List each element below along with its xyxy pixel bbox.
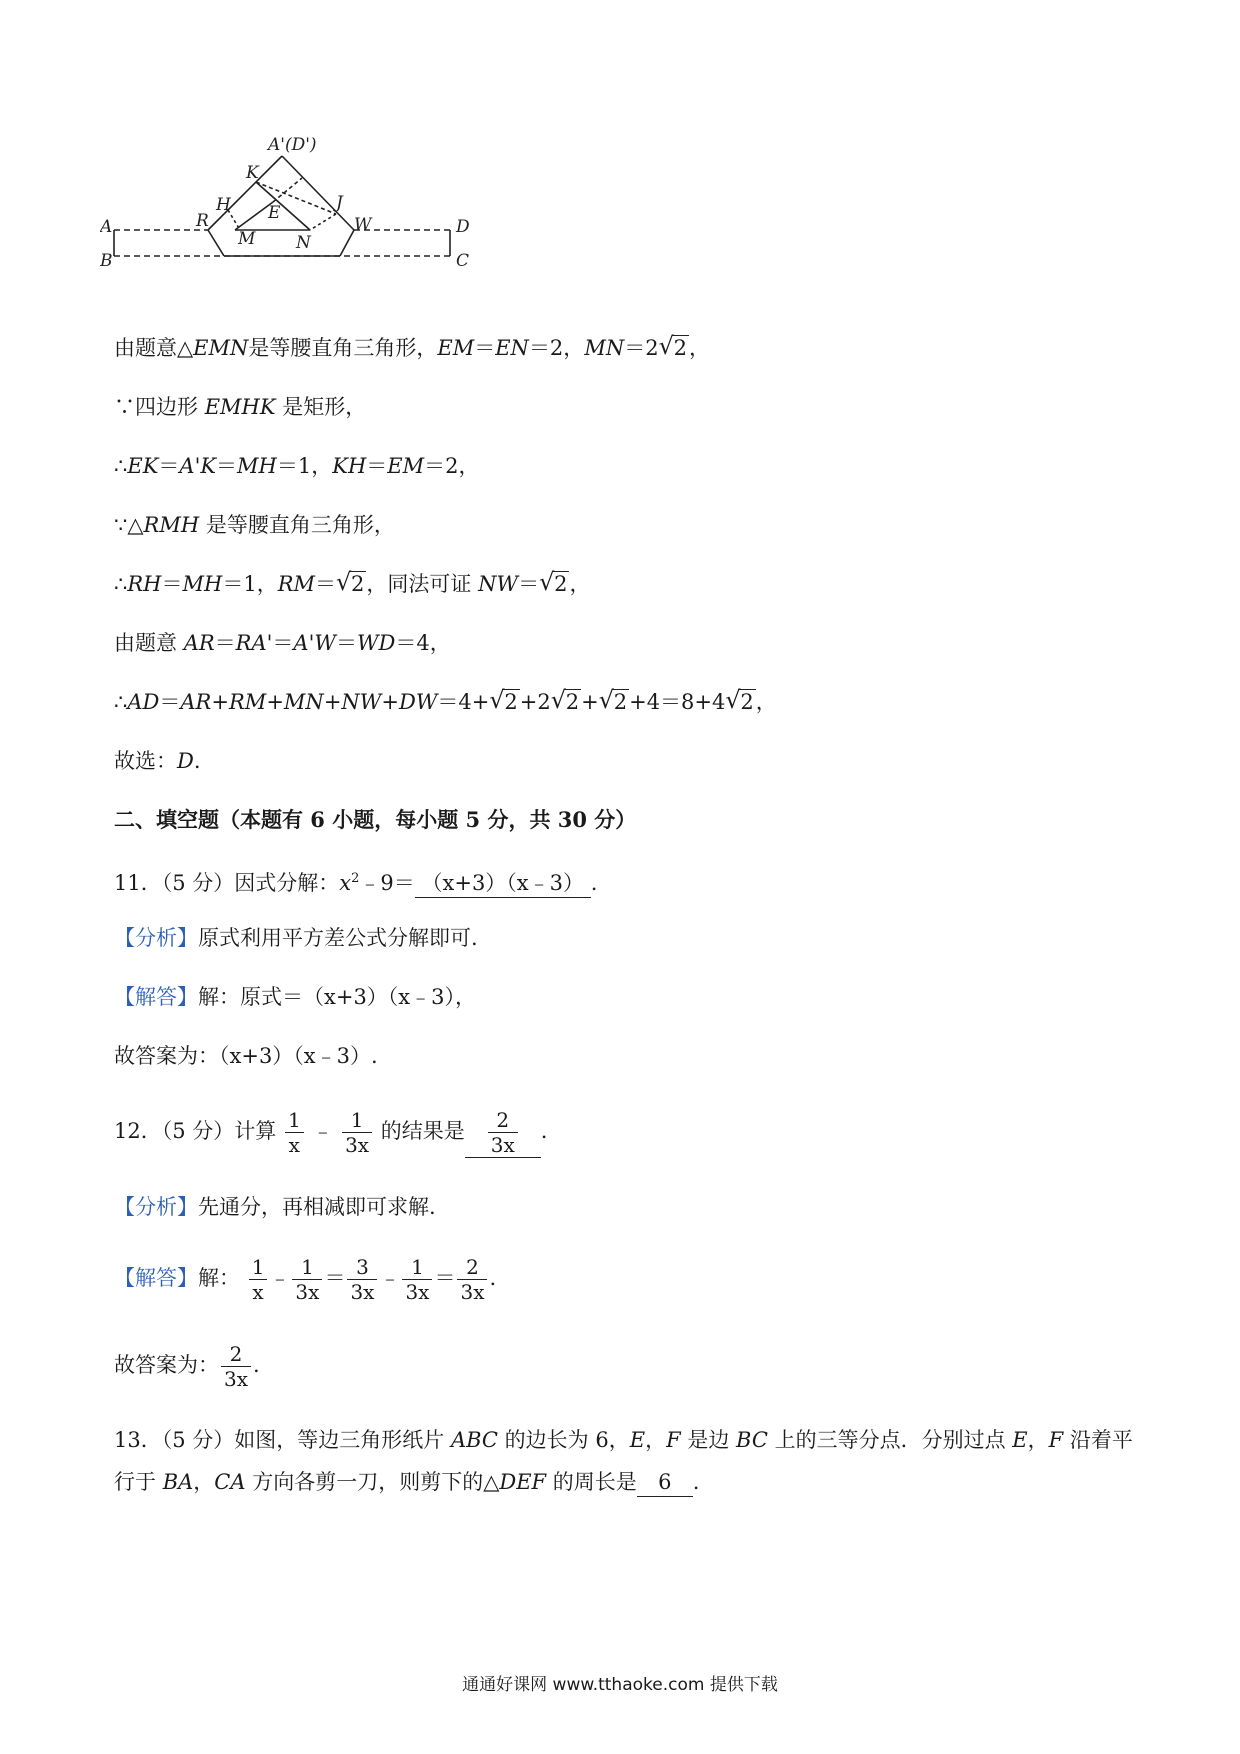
fraction: $\frac{1}{3x}$ [342, 1108, 372, 1157]
answer-blank: $\frac{2}{3x}$ [465, 1108, 541, 1158]
label-C: C [456, 251, 470, 271]
solution-line-2: ∵四边形 EMHK 是矩形， [114, 395, 367, 419]
question-13-line-1: 13．（5 分）如图，等边三角形纸片 ABC 的边长为 6，E，F 是边 BC 上的三等分点．分别过点 E，F 沿着平 [114, 1428, 1133, 1452]
sqrt-symbol: √ 2 [336, 568, 365, 596]
side-AW [282, 156, 354, 230]
analysis-tag: 【分析】 [114, 926, 198, 950]
sqrt-symbol: √ 2 [725, 686, 754, 714]
label-H: H [216, 195, 231, 215]
label-B: B [100, 251, 113, 271]
sqrt-symbol: √ 2 [658, 332, 687, 360]
solution-line-7: ∴AD＝AR+RM+MN+NW+DW＝4+ √ 2+2 √ 2+ √ 2+4＝8+4 √ 2， [114, 686, 777, 714]
page-footer: 通通好课网 www.tthaoke.com 提供下载 [462, 1675, 778, 1695]
label-W: W [354, 215, 372, 235]
label-M: M [238, 229, 256, 249]
question-12: 12．（5 分）计算 $\frac{1}{x}$ ﹣ $\frac{1}{3x}$ 的结果是 $\frac{2}{3x}$ . [114, 1108, 548, 1157]
seg-KN [256, 182, 310, 230]
solution-tag: 【解答】 [114, 1266, 198, 1290]
seg-R-left [208, 230, 224, 256]
solution-line-3: ∴EK＝A'K＝MH＝1，KH＝EM＝2， [114, 454, 480, 478]
label-J: J [336, 193, 343, 213]
seg-JN [310, 214, 336, 230]
seg-W-right [340, 230, 354, 256]
answer-blank: 6 [637, 1468, 693, 1497]
sqrt-symbol: √ 2 [550, 686, 580, 714]
label-top: A'(D') [268, 135, 317, 155]
section-title: 二、填空题（本题有 6 小题，每小题 5 分，共 30 分） [114, 807, 637, 832]
q12-solution: 【解答】解： $\frac{1}{x}$ ﹣ $\frac{1}{3x}$ ＝ $\frac{3}{3x}$ ﹣ $\frac{1}{3x}$ ＝ $\frac{2}{3x}$ . [114, 1255, 497, 1304]
q12-final: 故答案为： $\frac{2}{3x}$ . [114, 1342, 260, 1391]
q11-solution: 【解答】解：原式＝（x+3）（x﹣3）， [114, 985, 477, 1009]
solution-line-8: 故选：D. [114, 749, 201, 773]
solution-line-4: ∵△RMH 是等腰直角三角形， [114, 513, 395, 537]
answer-blank: （x+3）（x﹣3） [415, 869, 591, 898]
label-N: N [296, 233, 311, 253]
solution-tag: 【解答】 [114, 985, 198, 1009]
analysis-tag: 【分析】 [114, 1195, 198, 1219]
label-D: D [456, 217, 470, 237]
geometry-figure [100, 130, 520, 290]
label-K: K [246, 163, 259, 183]
solution-line-5: ∴RH＝MH＝1，RM＝ √ 2，同法可证 NW＝ √ 2， [114, 568, 591, 596]
q12-analysis: 【分析】先通分，再相减即可求解. [114, 1195, 436, 1219]
question-13-line-2: 行于 BA，CA 方向各剪一刀，则剪下的△DEF 的周长是 6 . [114, 1468, 699, 1497]
sqrt-symbol: √ 2 [598, 686, 628, 714]
solution-line-1: 由题意△EMN是等腰直角三角形，EM＝EN＝2，MN＝2 √ 2， [114, 332, 710, 360]
solution-line-6: 由题意 AR＝RA'＝A'W＝WD＝4， [114, 631, 451, 655]
label-R: R [196, 211, 209, 231]
q11-final: 故答案为：（x+3）（x﹣3）. [114, 1044, 378, 1068]
sqrt-symbol: √ 2 [489, 686, 518, 714]
fraction: $\frac{1}{x}$ [285, 1108, 304, 1157]
label-E: E [268, 203, 281, 223]
sqrt-symbol: √ 2 [539, 568, 568, 596]
question-11: 11．（5 分）因式分解：$x^2﹣9=$ （x+3）（x﹣3） . [114, 865, 597, 898]
label-A: A [100, 217, 113, 237]
q11-analysis: 【分析】原式利用平方差公式分解即可. [114, 926, 478, 950]
